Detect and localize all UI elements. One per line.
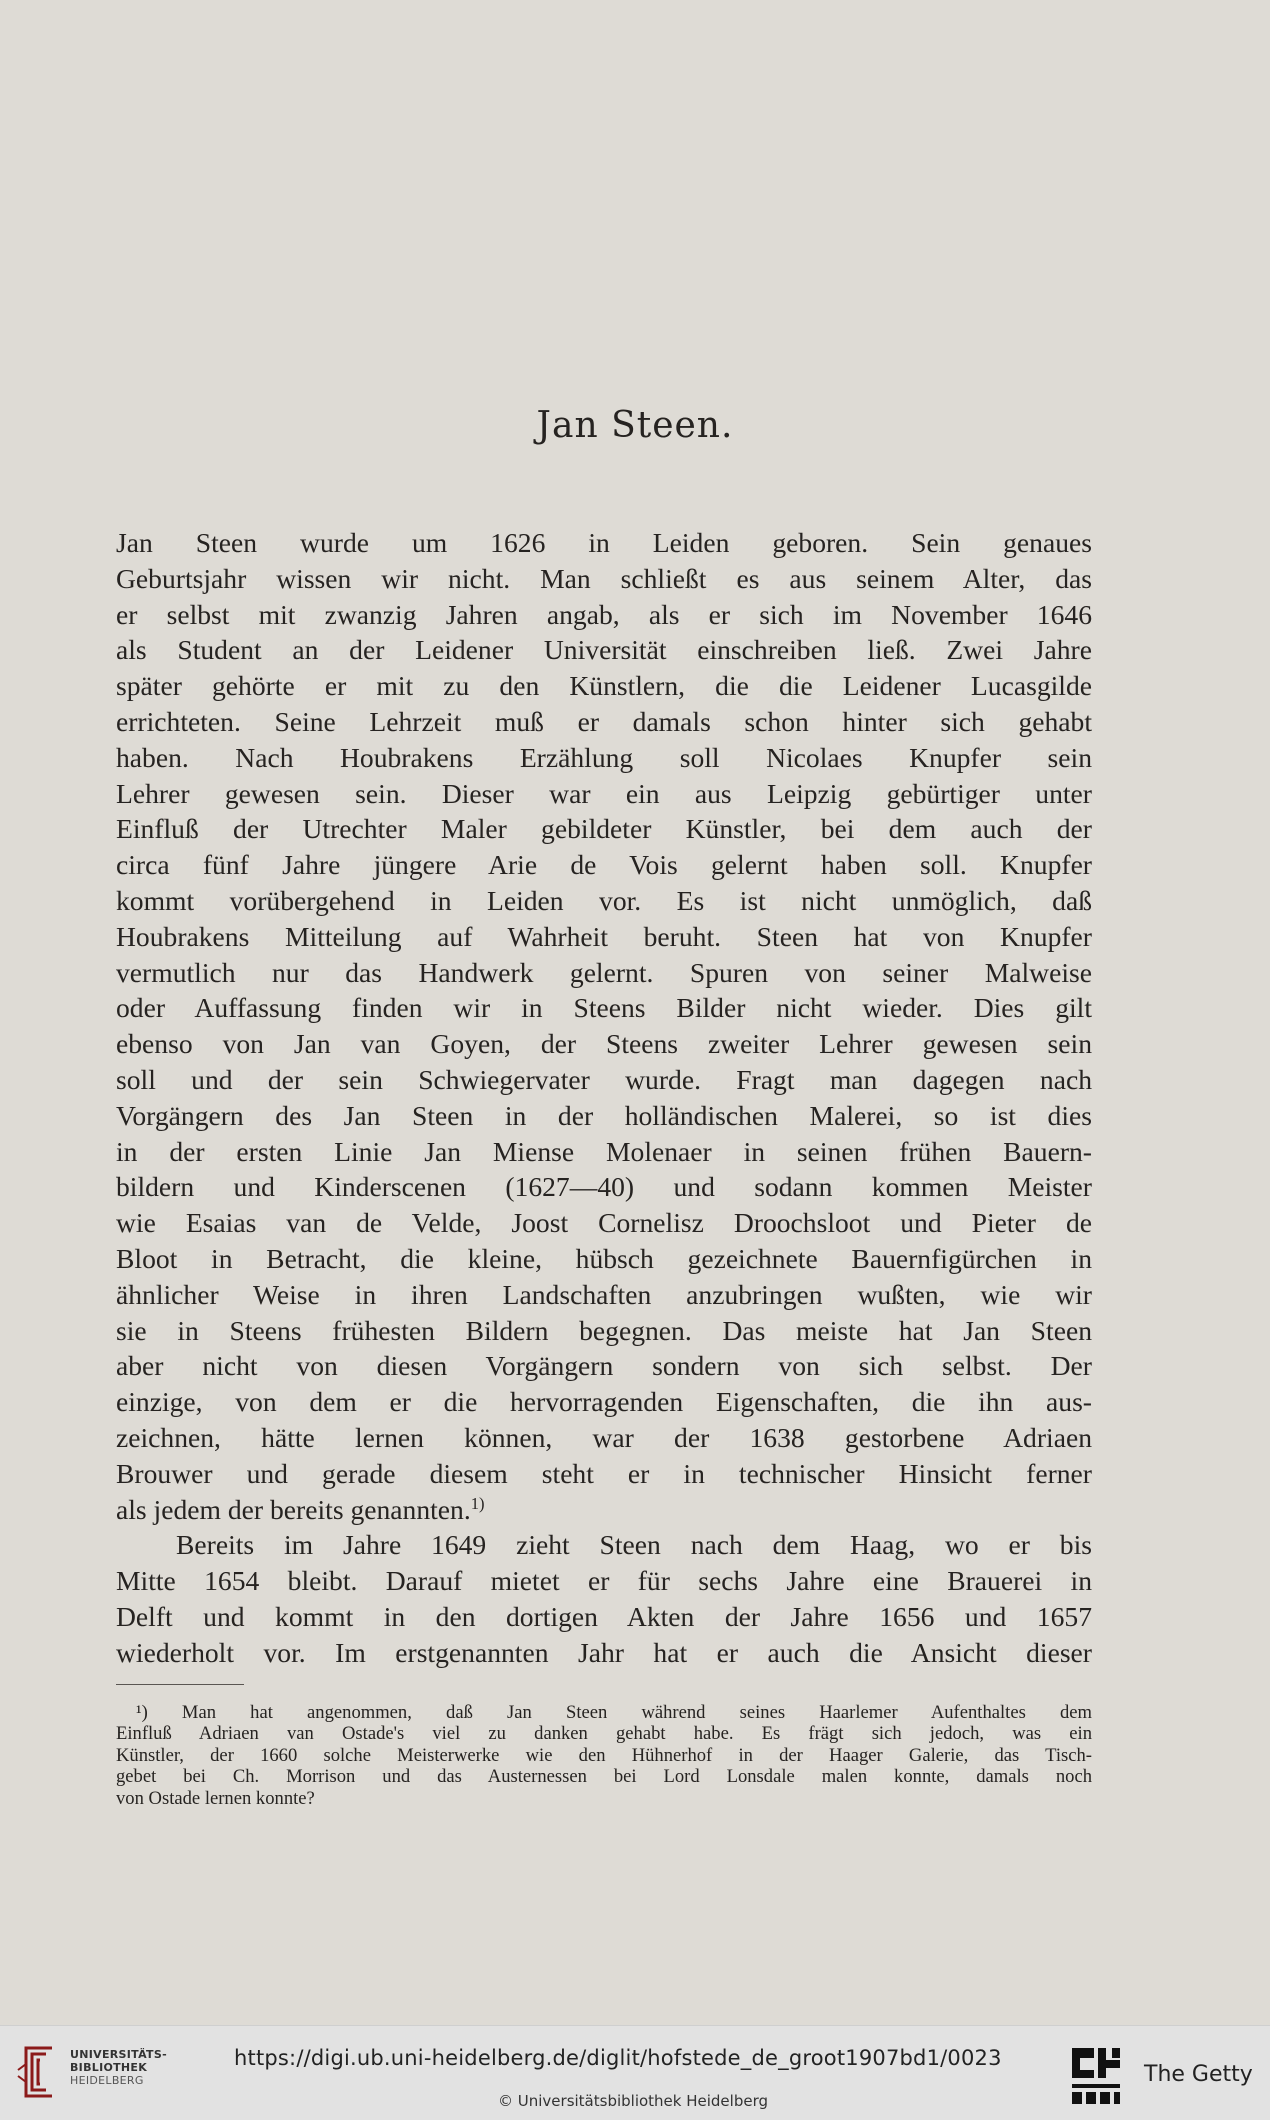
text-line: Lehrer gewesen sein. Dieser war ein aus Leipzig gebürtiger unter: [116, 777, 1092, 809]
page-title: Jan Steen.: [536, 405, 734, 446]
text-line: vermutlich nur das Handwerk gelernt. Spuren von seiner Malweise: [116, 956, 1092, 988]
viewer-footer: [0, 2025, 1270, 2120]
footnote: [116, 1702, 1092, 1809]
text-line: Einfluß der Utrechter Maler gebildeter Künstler, bei dem auch der: [116, 813, 1092, 845]
text-line: Bereits im Jahre 1649 zieht Steen nach dem Haag, wo er bis: [176, 1529, 1092, 1561]
footnote-reference[interactable]: 1): [470, 1493, 485, 1513]
text-line: ähnlicher Weise in ihren Landschaften anzubringen wußten, wie wir: [116, 1278, 1092, 1310]
text-line: als Student an der Leidener Universität einschreiben ließ. Zwei Jahre: [116, 634, 1092, 666]
text-line: aber nicht von diesen Vorgängern sondern von sich selbst. Der: [116, 1350, 1092, 1382]
text-line: einzige, von dem er die hervorragenden Eigenschaften, die ihn aus-: [116, 1386, 1092, 1418]
text-line: circa fünf Jahre jüngere Arie de Vois gelernt haben soll. Knupfer: [116, 849, 1092, 881]
footnote-line: ¹) Man hat angenommen, daß Jan Steen während seines Haarlemer Aufenthaltes dem: [136, 1702, 1092, 1723]
text-line: kommt vorübergehend in Leiden vor. Es ist nicht unmöglich, daß: [116, 884, 1092, 916]
text-line: Bloot in Betracht, die kleine, hübsch gezeichnete Bauernfigürchen in: [116, 1242, 1092, 1274]
text-line: zeichnen, hätte lernen können, war der 1638 gestorbene Adriaen: [116, 1421, 1092, 1453]
footnote-line: Künstler, der 1660 solche Meisterwerke wie den Hühnerhof in der Haager Galerie, das Tisch-: [116, 1744, 1092, 1766]
footnote-reference-number: 1: [470, 1493, 480, 1513]
footnote-line: Einfluß Adriaen van Ostade's viel zu danken gehabt habe. Es frägt sich jedoch, was ein: [116, 1723, 1092, 1745]
text-line: wiederholt vor. Im erstgenannten Jahr hat er auch die Ansicht dieser: [116, 1636, 1092, 1668]
text-line: oder Auffassung finden wir in Steens Bilder nicht wieder. Dies gilt: [116, 992, 1092, 1024]
text-line: Geburtsjahr wissen wir nicht. Man schließt es aus seinem Alter, das: [116, 562, 1092, 594]
text-line: [116, 1492, 1092, 1528]
text-line: haben. Nach Houbrakens Erzählung soll Nicolaes Knupfer sein: [116, 741, 1092, 773]
footnote-line: gebet bei Ch. Morrison und das Austernessen bei Lord Lonsdale malen konnte, damals noch: [116, 1766, 1092, 1788]
text-line: wie Esaias van de Velde, Joost Cornelisz Droochsloot und Pieter de: [116, 1207, 1092, 1239]
footnote-line: von Ostade lernen konnte?: [116, 1787, 315, 1809]
body-text: [116, 525, 1092, 1671]
text-line: er selbst mit zwanzig Jahren angab, als er sich im November 1646: [116, 598, 1092, 630]
text-line: soll und der sein Schwiegervater wurde. Fragt man dagegen nach: [116, 1063, 1092, 1095]
partner-name[interactable]: The Getty: [1144, 2062, 1253, 2087]
text-line: Mitte 1654 bleibt. Darauf mietet er für sechs Jahre eine Brauerei in: [116, 1565, 1092, 1597]
text-line: Jan Steen wurde um 1626 in Leiden geboren. Sein genaues: [116, 527, 1092, 558]
text-line: in der ersten Linie Jan Miense Molenaer in seinen frühen Bauern-: [116, 1135, 1092, 1167]
getty-logo-icon[interactable]: [1068, 2044, 1124, 2108]
text-line: Delft und kommt in den dortigen Akten der Jahre 1656 und 1657: [116, 1600, 1092, 1632]
copyright-notice: © Universitätsbibliothek Heidelberg: [498, 2092, 769, 2110]
text-line: ebenso von Jan van Goyen, der Steens zweiter Lehrer gewesen sein: [116, 1028, 1092, 1060]
text-line: Brouwer und gerade diesem steht er in technischer Hinsicht ferner: [116, 1457, 1092, 1489]
library-name-line: HEIDELBERG: [70, 2074, 144, 2087]
text-line: Vorgängern des Jan Steen in der holländischen Malerei, so ist dies: [116, 1099, 1092, 1131]
text-line: errichteten. Seine Lehrzeit muß er damals schon hinter sich gehabt: [116, 705, 1092, 737]
library-name-line: UNIVERSITÄTS-: [70, 2048, 167, 2061]
text-line-content: als jedem der bereits genannten.: [116, 1493, 471, 1525]
text-line: Houbrakens Mitteilung auf Wahrheit beruht. Steen hat von Knupfer: [116, 920, 1092, 952]
ub-heidelberg-logo-icon[interactable]: [12, 2042, 64, 2102]
library-name: [70, 2048, 167, 2087]
text-line: sie in Steens frühesten Bildern begegnen. Das meiste hat Jan Steen: [116, 1314, 1092, 1346]
text-line: später gehörte er mit zu den Künstlern, die die Leidener Lucasgilde: [116, 670, 1092, 702]
footnote-divider: [116, 1684, 244, 1685]
library-name-line: BIBLIOTHEK: [70, 2061, 148, 2074]
permalink-url[interactable]: https://digi.ub.uni-heidelberg.de/diglit/hofstede_de_groot1907bd1/0023: [234, 2046, 1002, 2070]
text-line: bildern und Kinderscenen (1627—40) und sodann kommen Meister: [116, 1171, 1092, 1203]
